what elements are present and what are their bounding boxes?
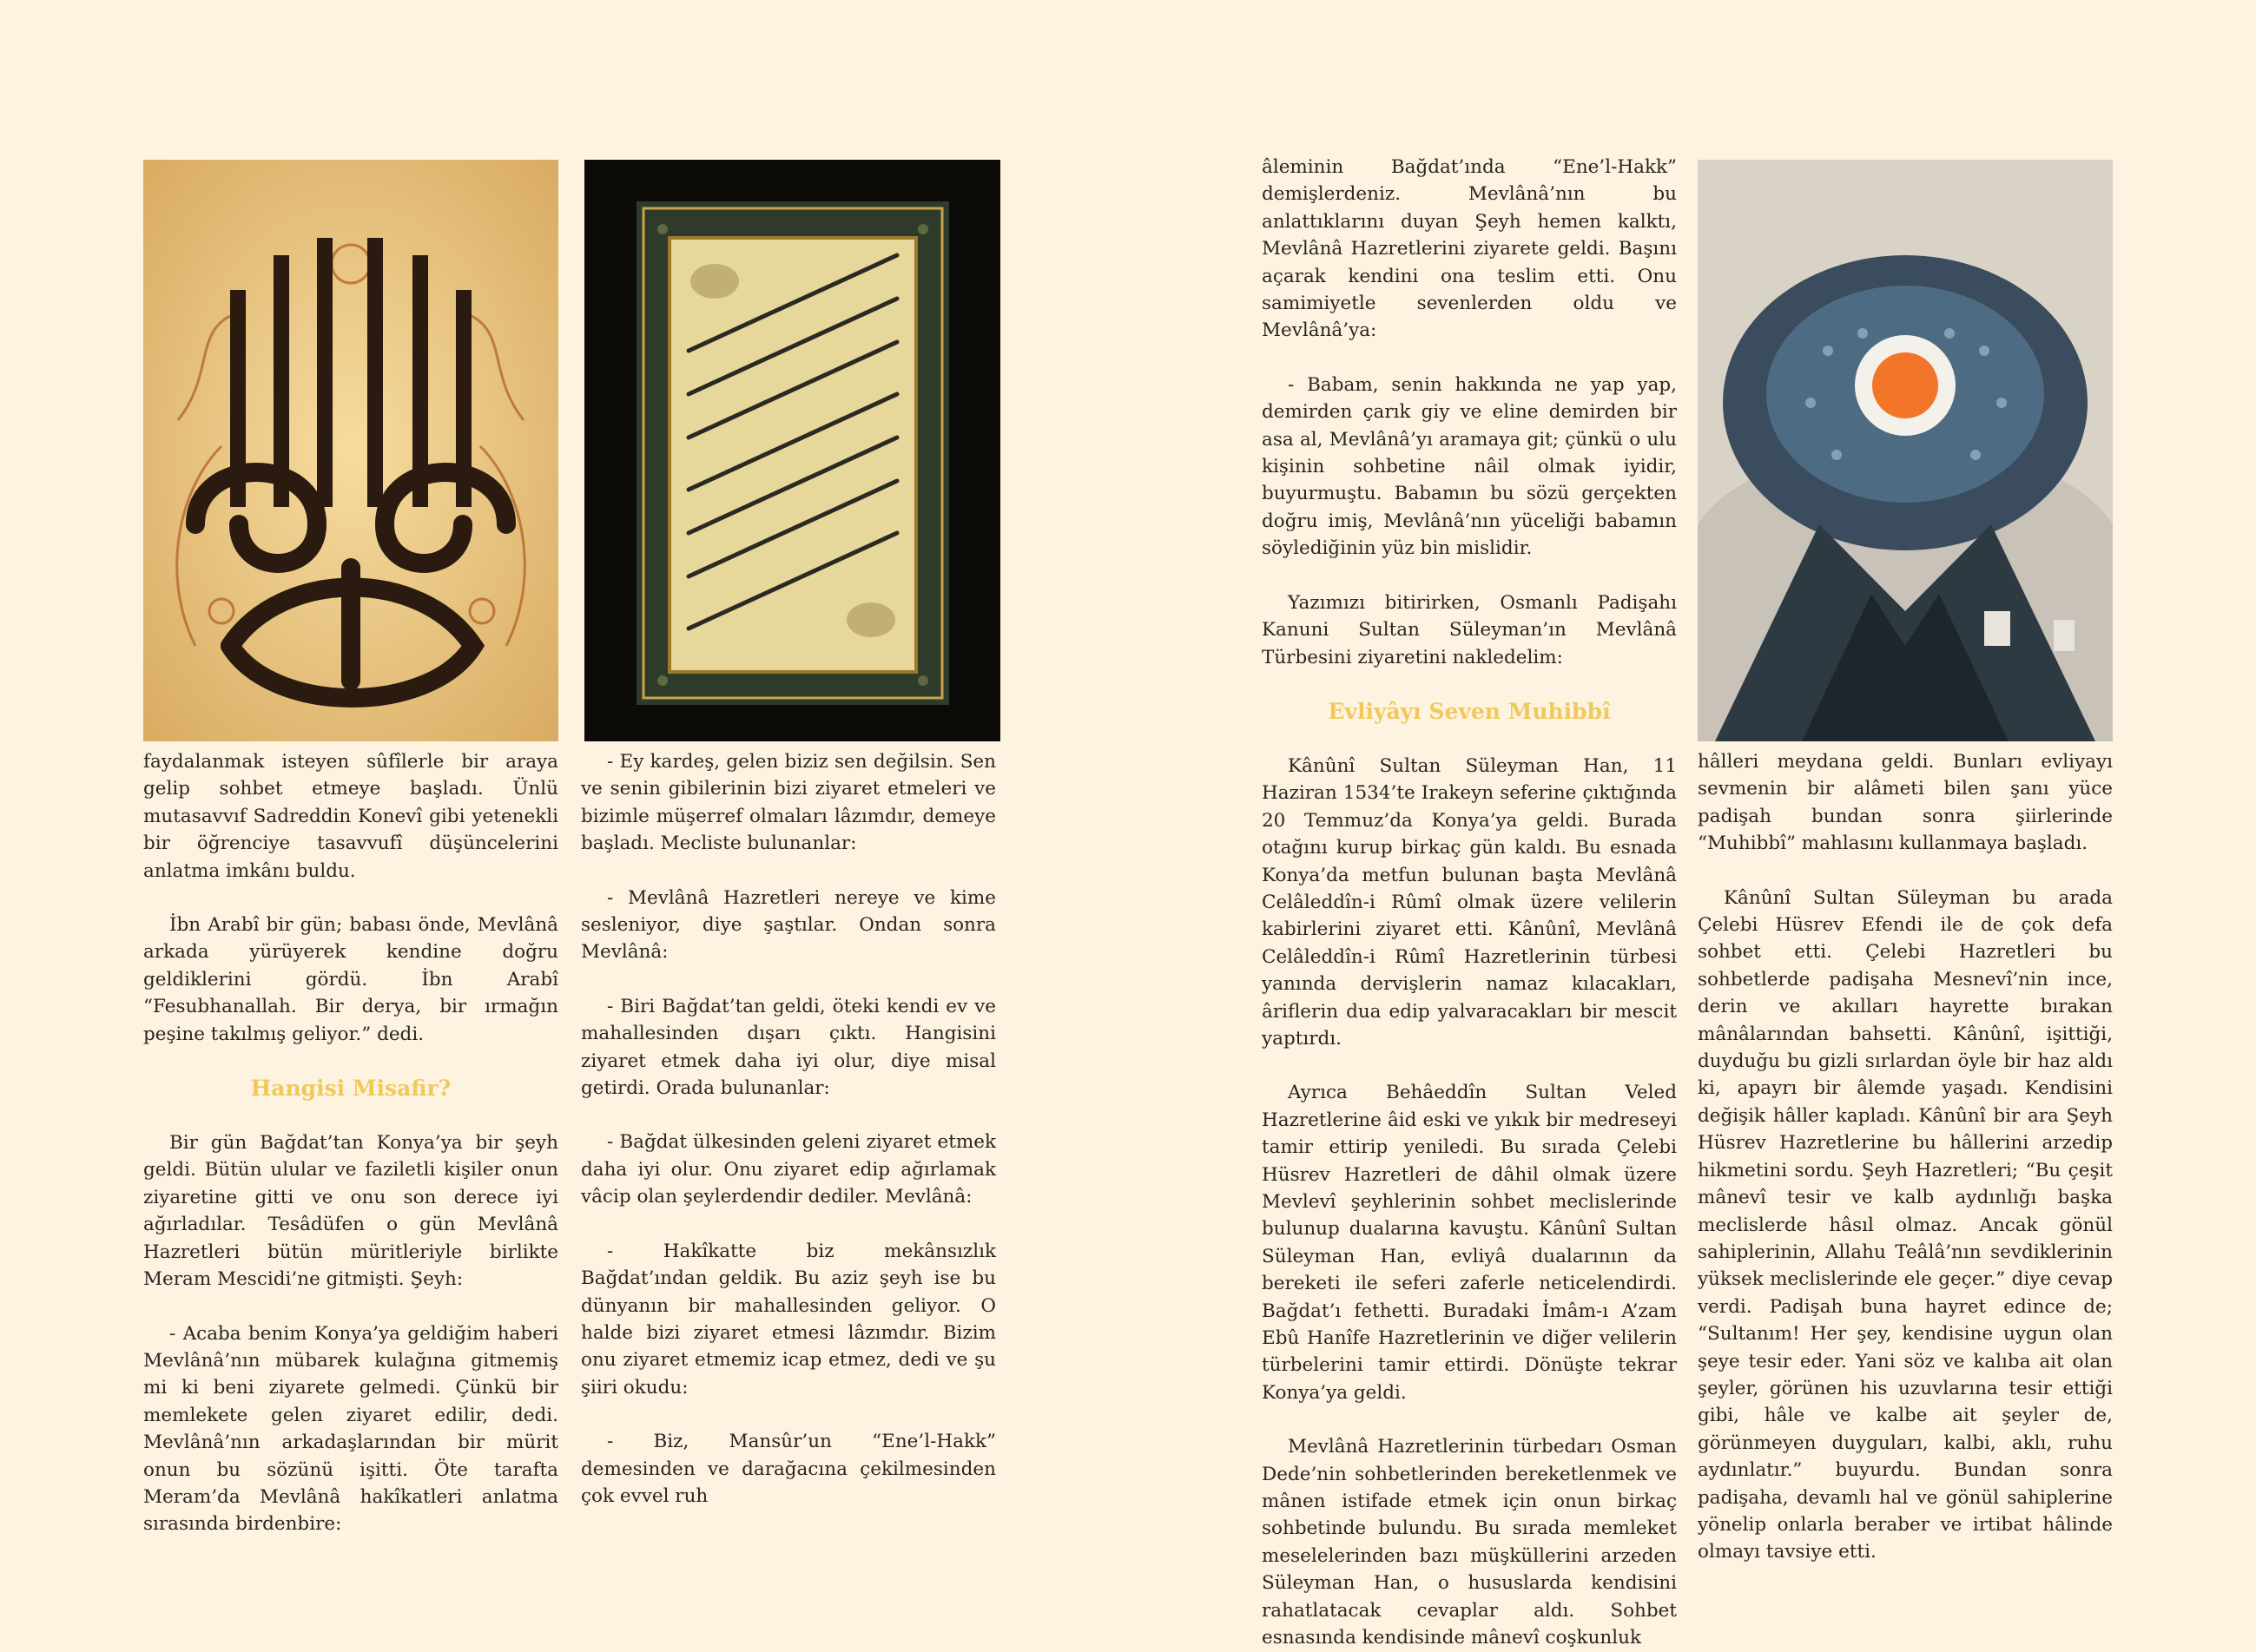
paragraph-spacer — [1262, 726, 1677, 753]
paragraph: - Acaba benim Konya’ya geldiğim haberi Mevlânâ’nın mübarek kulağına gitmemiş mi ki beni ziyarete gelmedi. Çünkü bir memlekete gelen ziyaret edilir, dedi. Mevlânâ’nın arkadaşlarından bir mürit onun bu sözünü işitti. Öte tarafta Meram’da Mevlânâ hakîkatleri anlatma sırasında birdenbire: — [143, 1322, 558, 1536]
paragraph: İbn Arabî bir gün; babası önde, Mevlânâ arkada yürüyerek kendine doğru geldiklerini gördü. İbn Arabî “Fesubhanallah. Bir derya, bir ırmağın peşine takılmış geliyor.” dedi. — [143, 914, 558, 1045]
column-1 — [143, 748, 558, 1538]
paragraph: hâlleri meydana geldi. Bunları evliyayı sevmenin bir alâmeti bilen şanı yüce padişah bundan sonra şiirlerinde “Muhibbî” mahlasını kullanmaya başladı. — [1698, 751, 2113, 855]
paragraph-spacer — [1262, 563, 1677, 589]
paragraph: Yazımızı bitirirken, Osmanlı Padişahı Kanuni Sultan Süleyman’ın Mevlânâ Türbesini ziyaretini nakledelim: — [1262, 591, 1677, 668]
column-2 — [581, 748, 996, 1510]
paragraph: - Hakîkatte biz mekânsızlık Bağdat’ından geldik. Bu aziz şeyh ise bu dünyanın bir mahallesinden geliyor. O halde bizi ziyaret etmesi lâzımdır. Bizim onu ziyaret etmemiz icap etmez, dedi ve şu şiiri okudu: — [581, 1240, 996, 1399]
column-4 — [1698, 748, 2113, 1566]
paragraph-spacer — [1262, 1406, 1677, 1433]
section-heading: Hangisi Misafir? — [250, 1076, 452, 1102]
calligraphy-image — [143, 160, 558, 741]
paragraph: - Babam, senin hakkında ne yap yap, demirden çarık giy ve eline demirden bir asa al, Mevlânâ’yı aramaya git; çünkü o ulu kişinin sohbetine nâil olmak iyidir, buyurmuştu. Babamın bu sözü gerçekten doğru imiş, Mevlânâ’nın yüceliği babamın söylediğinin yüz bin mislidir. — [1262, 373, 1677, 560]
paragraph-spacer — [1698, 858, 2113, 885]
paragraph-spacer — [581, 858, 996, 885]
paragraph: Bir gün Bağdat’tan Konya’ya bir şeyh geldi. Bütün ulular ve faziletli kişiler onun ziyaretine gitti ve onu son derece iyi ağırladılar. Tesâdüfen o gün Mevlânâ Hazretleri bütün müritleriyle birlikte Meram Mescidi’ne gitmişti. Şeyh: — [143, 1132, 558, 1291]
paragraph: âleminin Bağdat’ında “Ene’l-Hakk” demişlerdeniz. Mevlânâ’nın bu anlattıklarını duyan Şeyh hemen kalktı, Mevlânâ Hazretlerini ziyarete geldi. Başını açarak kendini ona teslim etti. Onu samimiyetle sevenlerden oldu ve Mevlânâ’ya: — [1262, 156, 1677, 342]
paragraph: Ayrıca Behâeddîn Sultan Veled Hazretlerine âid eski ve yıkık bir medreseyi tamir ettirip yeniledi. Bu sırada Çelebi Hüsrev Hazretleri de dâhil olmak üzere Mevlevî şeyhlerinin sohbet meclislerinde bulunup dualarına kavuştu. Kânûnî Sultan Süleyman Han, evliyâ dualarının da bereketi ile seferi zaferle neticelendirdi. Bağdat’ı fethetti. Buradaki İmâm-ı A’zam Ebû Hanîfe Hazretlerinin ve diğer velilerin türbelerini tamir ettirdi. Dönüşte tekrar Konya’ya geldi. — [1262, 1082, 1677, 1404]
paragraph-spacer — [143, 1048, 558, 1075]
paragraph: Kânûnî Sultan Süleyman Han, 11 Haziran 1534’te Irakeyn seferine çıktığında 20 Temmuz’da Konya’ya geldi. Burada otağını kurup birkaç gün kaldı. Bu esnada Konya’da metfun bulunan başta Mevlânâ Celâleddîn-i Rûmî olmak üzere velilerin kabirlerini ziyaret etti. Kânûnî, Mevlânâ Celâleddîn-i Rûmî Hazretlerinin türbesi yanında dervişlerin namaz kılacakları, âriflerin dua edip yalvaracakları bir mescit yaptırdı. — [1262, 754, 1677, 1050]
paragraph: - Bağdat ülkesinden geleni ziyaret etmek daha iyi olur. Onu ziyaret edip ağırlamak vâcip olan şeylerdendir dediler. Mevlânâ: — [581, 1131, 996, 1208]
paragraph-spacer — [1262, 1052, 1677, 1079]
manuscript-image — [584, 160, 1000, 741]
paragraph: - Mevlânâ Hazretleri nereye ve kime sesleniyor, diye şaştılar. Ondan sonra Mevlânâ: — [581, 886, 996, 964]
paragraph-spacer — [581, 1211, 996, 1238]
paragraph-spacer — [143, 1293, 558, 1320]
paragraph: faydalanmak isteyen sûfîlerle bir araya gelip sohbet etmeye başladı. Ünlü mutasavvıf Sadreddin Konevî gibi yetenekli bir öğrenciye tasavvufî düşüncelerini anlatma imkânı buldu. — [143, 751, 558, 882]
paragraph: Kânûnî Sultan Süleyman bu arada Çelebi Hüsrev Efendi ile de çok defa sohbet etti. Çelebi Hazretleri bu sohbetlerde padişaha Mesnevî’nin ince, derin ve akılları hayrette bırakan mânâlarından bahsetti. Kânûnî, işittiği, duyduğu bu gizli sırlardan öyle bir haz aldı ki, apayrı bir âlemde yaşadı. Kendisini değişik hâller kapladı. Kânûnî bir ara Şeyh Hüsrev Hazretlerine bu hâllerini arzedip hikmetini sordu. Şeyh Hazretleri; “Bu çeşit mânevî tesir ve kalb aydınlığı başka meclislerde hâsıl olmaz. Ancak gönül sahiplerinin, Allahu Teâlâ’nın sevdiklerinin yüksek meclislerinde ele geçer.” diye cevap verdi. Padişah buna hayret edince de; “Sultanım! Her şey, kendisine uygun olan şeye tesir eder. Yani söz ve kalıba ait olan şeyler, görünen his uzuvlarına tesir ettiği gibi, hâle ve kalbe ait şeyler de, görünmeyen duyguları, kalbi, aklı, ruhu aydınlatır.” buyurdu. Bundan sonra padişaha, devamlı hal ve gönül sahiplerine yönelip onlarla beraber ve irtibat hâlinde olmayı tavsiye etti. — [1698, 886, 2113, 1563]
paragraph-spacer — [143, 1102, 558, 1129]
paragraph-spacer — [1262, 345, 1677, 372]
paragraph: - Biz, Mansûr’un “Ene’l-Hakk” demesinden ve darağacına çekilmesinden çok evvel ruh — [581, 1431, 996, 1507]
paragraph-spacer — [1262, 671, 1677, 698]
dome-image — [1698, 160, 2113, 741]
paragraph: Mevlânâ Hazretlerinin türbedarı Osman Dede’nin sohbetlerinden bereketlenmek ve mânen istifade etmek için onun birkaç sohbetinde bulundu. Bu sırada memleket meselelerinden bazı müşküllerini arzeden Süleyman Han, o hususlarda kendisini rahatlatacak cevaplar aldı. Sohbet esnasında kendisinde mânevî coşkunluk — [1262, 1436, 1677, 1649]
paragraph-spacer — [143, 885, 558, 912]
paragraph: - Ey kardeş, gelen biziz sen değilsin. Sen ve senin gibilerinin bizi ziyaret etmeleri ve bizimle müşerref olmaları lâzımdır, demeye başladı. Mecliste bulunanlar: — [581, 751, 996, 855]
paragraph: - Biri Bağdat’tan geldi, öteki kendi ev ve mahallesinden dışarı çıktı. Hangisini ziyaret etmek daha iyi olur, diye misal getirdi. Orada bulunanlar: — [581, 995, 996, 1100]
paragraph-spacer — [581, 1401, 996, 1428]
paragraph-spacer — [581, 966, 996, 993]
paragraph-spacer — [581, 1102, 996, 1129]
column-3 — [1262, 154, 1677, 1652]
section-heading: Evliyâyı Seven Muhibbî — [1328, 698, 1611, 724]
